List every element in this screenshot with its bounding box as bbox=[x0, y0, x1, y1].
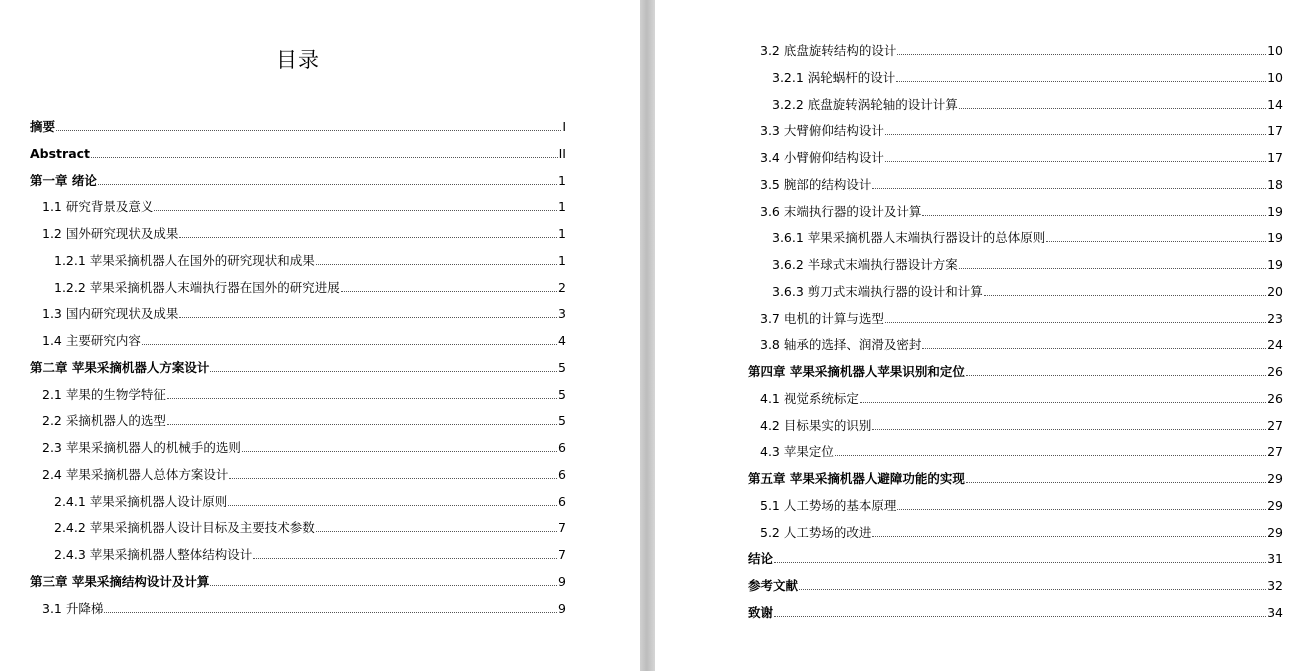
dot-leader bbox=[896, 81, 1266, 82]
toc-entry[interactable] bbox=[760, 41, 1283, 59]
toc-entry-title: 3.2 底盘旋转结构的设计 bbox=[760, 43, 897, 58]
toc-entry-title: 4.2 目标果实的识别 bbox=[760, 417, 872, 433]
dot-leader bbox=[179, 317, 557, 318]
toc-entry-page-number: 3 bbox=[558, 306, 566, 322]
toc-entry-title: 2.4.3 苹果采摘机器人整体结构设计 bbox=[54, 547, 253, 562]
toc-entry-title: 第三章 苹果采摘结构设计及计算 bbox=[30, 573, 210, 589]
toc-entry[interactable] bbox=[772, 228, 1283, 246]
dot-leader bbox=[167, 398, 557, 399]
toc-entry[interactable] bbox=[760, 335, 1283, 353]
toc-entry-page-number: 9 bbox=[558, 600, 566, 616]
toc-entry-title: 1.1 研究背景及意义 bbox=[42, 199, 154, 215]
toc-entry-page-number: 24 bbox=[1267, 337, 1283, 353]
toc-entry[interactable] bbox=[42, 465, 566, 483]
toc-entry-title: 3.2.1 涡轮蜗杆的设计 bbox=[772, 69, 896, 85]
toc-entry-title: 2.1 苹果的生物学特征 bbox=[42, 386, 166, 402]
dot-leader bbox=[179, 237, 557, 238]
toc-entry[interactable] bbox=[54, 251, 566, 269]
toc-entry-title: 3.2.2 底盘旋转涡轮轴的设计计算 bbox=[772, 96, 958, 112]
toc-entry-page-number: 20 bbox=[1267, 283, 1283, 299]
toc-entry-title: 摘要 bbox=[30, 119, 56, 134]
page-gutter bbox=[640, 0, 655, 671]
dot-leader bbox=[872, 429, 1266, 430]
toc-entry[interactable] bbox=[42, 599, 566, 617]
dot-leader bbox=[774, 562, 1266, 563]
toc-entry[interactable] bbox=[760, 121, 1283, 139]
dot-leader bbox=[210, 371, 557, 372]
toc-entry[interactable] bbox=[748, 576, 1283, 594]
toc-entry-page-number: 2 bbox=[558, 279, 566, 295]
dot-leader bbox=[885, 134, 1266, 135]
dot-leader bbox=[872, 188, 1266, 189]
toc-entry[interactable] bbox=[760, 175, 1283, 193]
dot-leader bbox=[341, 291, 557, 292]
dot-leader bbox=[228, 505, 557, 506]
dot-leader bbox=[167, 424, 557, 425]
toc-entry-title: 1.2 国外研究现状及成果 bbox=[42, 226, 179, 241]
toc-entry-page-number: 1 bbox=[558, 226, 566, 241]
toc-entry[interactable] bbox=[30, 144, 566, 162]
toc-entry-title: 3.6 末端执行器的设计及计算 bbox=[760, 203, 922, 219]
dot-leader bbox=[984, 295, 1266, 296]
toc-entry[interactable] bbox=[30, 171, 566, 189]
toc-entry[interactable] bbox=[42, 438, 566, 456]
toc-entry[interactable] bbox=[760, 389, 1283, 407]
toc-entry[interactable] bbox=[760, 523, 1283, 541]
toc-entry-title: 4.3 苹果定位 bbox=[760, 444, 834, 460]
toc-entry-title: 2.4 苹果采摘机器人总体方案设计 bbox=[42, 466, 229, 482]
toc-entry[interactable] bbox=[760, 496, 1283, 514]
dot-leader bbox=[774, 616, 1266, 617]
toc-entry-page-number: 17 bbox=[1267, 123, 1283, 139]
dot-leader bbox=[154, 210, 557, 211]
toc-entry[interactable] bbox=[42, 197, 566, 215]
dot-leader bbox=[98, 184, 557, 185]
toc-entry[interactable] bbox=[760, 309, 1283, 327]
toc-entry[interactable] bbox=[30, 117, 566, 135]
toc-entry-page-number: 19 bbox=[1267, 230, 1283, 246]
toc-entry[interactable] bbox=[42, 385, 566, 403]
toc-entry[interactable] bbox=[42, 411, 566, 429]
toc-entry[interactable] bbox=[748, 362, 1283, 380]
dot-leader bbox=[1046, 241, 1266, 242]
toc-entry-title: 2.3 苹果采摘机器人的机械手的选则 bbox=[42, 440, 241, 455]
toc-entry[interactable] bbox=[54, 518, 566, 536]
toc-entry-page-number: 10 bbox=[1267, 69, 1283, 85]
toc-entry[interactable] bbox=[772, 95, 1283, 113]
toc-entry[interactable] bbox=[42, 224, 566, 242]
toc-entry-title: Abstract bbox=[30, 145, 91, 161]
toc-entry-title: 3.3 大臂俯仰结构设计 bbox=[760, 123, 884, 139]
toc-entry[interactable] bbox=[760, 202, 1283, 220]
dot-leader bbox=[897, 509, 1266, 510]
toc-entry[interactable] bbox=[760, 442, 1283, 460]
toc-entry-title: 2.4.2 苹果采摘机器人设计目标及主要技术参数 bbox=[54, 520, 315, 536]
toc-entry-page-number: 1 bbox=[558, 172, 566, 188]
toc-entry-page-number: 14 bbox=[1267, 96, 1283, 112]
dot-leader bbox=[922, 215, 1266, 216]
toc-entry[interactable] bbox=[760, 148, 1283, 166]
dot-leader bbox=[253, 558, 557, 559]
toc-entry-title: 3.4 小臂俯仰结构设计 bbox=[760, 150, 884, 165]
toc-entry-title: 结论 bbox=[748, 551, 774, 567]
toc-entry-title: 3.8 轴承的选择、润滑及密封 bbox=[760, 337, 922, 353]
dot-leader bbox=[799, 589, 1266, 590]
toc-entry[interactable] bbox=[54, 545, 566, 563]
toc-entry-title: 3.7 电机的计算与选型 bbox=[760, 310, 884, 326]
toc-entry-page-number: 6 bbox=[558, 493, 566, 509]
dot-leader bbox=[959, 108, 1266, 109]
toc-entry-page-number: I bbox=[562, 119, 566, 134]
dot-leader bbox=[885, 322, 1266, 323]
toc-entry[interactable] bbox=[30, 572, 566, 590]
toc-entry-page-number: 26 bbox=[1267, 390, 1283, 406]
toc-entry-title: 第二章 苹果采摘机器人方案设计 bbox=[30, 359, 210, 375]
toc-entry-title: 3.6.2 半球式末端执行器设计方案 bbox=[772, 257, 958, 272]
toc-entry-title: 5.1 人工势场的基本原理 bbox=[760, 497, 897, 513]
toc-entry-page-number: 4 bbox=[558, 333, 566, 348]
toc-entry-title: 1.2.2 苹果采摘机器人末端执行器在国外的研究进展 bbox=[54, 279, 340, 295]
toc-entry[interactable] bbox=[760, 416, 1283, 434]
dot-leader bbox=[922, 348, 1266, 349]
toc-entry-page-number: 27 bbox=[1267, 417, 1283, 433]
dot-leader bbox=[897, 54, 1266, 55]
dot-leader bbox=[229, 478, 557, 479]
toc-entry-page-number: 9 bbox=[558, 573, 566, 589]
toc-entry-title: 3.5 腕部的结构设计 bbox=[760, 176, 872, 192]
toc-entry-page-number: 29 bbox=[1267, 524, 1283, 540]
toc-entry-page-number: 27 bbox=[1267, 444, 1283, 460]
dot-leader bbox=[860, 402, 1266, 403]
toc-entry-page-number: 7 bbox=[558, 520, 566, 536]
dot-leader bbox=[142, 344, 557, 345]
toc-entry-page-number: 26 bbox=[1267, 364, 1283, 379]
toc-entry-title: 5.2 人工势场的改进 bbox=[760, 524, 872, 540]
toc-entry[interactable] bbox=[54, 492, 566, 510]
toc-entry[interactable] bbox=[42, 331, 566, 349]
toc-entry-page-number: 23 bbox=[1267, 310, 1283, 326]
toc-entry[interactable] bbox=[772, 282, 1283, 300]
toc-entry-page-number: 5 bbox=[558, 413, 566, 429]
toc-page-left bbox=[0, 0, 640, 671]
dot-leader bbox=[316, 264, 557, 265]
dot-leader bbox=[885, 161, 1266, 162]
toc-entry-page-number: 29 bbox=[1267, 497, 1283, 513]
toc-entry-page-number: 34 bbox=[1267, 604, 1283, 620]
toc-entry-page-number: 5 bbox=[558, 359, 566, 375]
toc-entry[interactable] bbox=[772, 68, 1283, 86]
toc-title: 目录 bbox=[276, 48, 320, 72]
toc-entry-title: 4.1 视觉系统标定 bbox=[760, 390, 859, 406]
toc-entry-page-number: 6 bbox=[558, 440, 566, 455]
dot-leader bbox=[872, 536, 1266, 537]
toc-entry-page-number: II bbox=[558, 145, 566, 161]
dot-leader bbox=[104, 612, 557, 613]
toc-entry-title: 1.2.1 苹果采摘机器人在国外的研究现状和成果 bbox=[54, 252, 315, 268]
toc-entry-page-number: 1 bbox=[558, 199, 566, 215]
dot-leader bbox=[316, 531, 557, 532]
toc-entry-title: 第五章 苹果采摘机器人避障功能的实现 bbox=[748, 471, 965, 486]
toc-entry-page-number: 7 bbox=[558, 547, 566, 562]
toc-entry-page-number: 5 bbox=[558, 386, 566, 402]
toc-entry-title: 1.4 主要研究内容 bbox=[42, 333, 141, 348]
toc-entry-title: 第一章 绪论 bbox=[30, 172, 97, 188]
toc-entry-page-number: 10 bbox=[1267, 43, 1283, 58]
toc-entry[interactable] bbox=[42, 304, 566, 322]
dot-leader bbox=[242, 451, 557, 452]
toc-entry-page-number: 31 bbox=[1267, 551, 1283, 567]
dot-leader bbox=[959, 268, 1266, 269]
dot-leader bbox=[56, 130, 561, 131]
toc-entry[interactable] bbox=[748, 469, 1283, 487]
toc-entry-title: 2.2 采摘机器人的选型 bbox=[42, 413, 166, 429]
toc-entry-title: 致谢 bbox=[748, 604, 774, 620]
toc-entry-title: 1.3 国内研究现状及成果 bbox=[42, 306, 179, 322]
toc-entry[interactable] bbox=[748, 549, 1283, 567]
toc-entry[interactable] bbox=[772, 255, 1283, 273]
toc-entry-page-number: 6 bbox=[558, 466, 566, 482]
toc-entry-title: 3.6.3 剪刀式末端执行器的设计和计算 bbox=[772, 283, 983, 299]
toc-entry-page-number: 29 bbox=[1267, 471, 1283, 486]
toc-entry-title: 2.4.1 苹果采摘机器人设计原则 bbox=[54, 493, 228, 509]
toc-entry[interactable] bbox=[748, 603, 1283, 621]
dot-leader bbox=[835, 455, 1266, 456]
toc-entry-page-number: 17 bbox=[1267, 150, 1283, 165]
toc-entry[interactable] bbox=[54, 278, 566, 296]
toc-page-right bbox=[655, 0, 1310, 671]
dot-leader bbox=[966, 375, 1266, 376]
toc-entry-page-number: 19 bbox=[1267, 203, 1283, 219]
dot-leader bbox=[210, 585, 557, 586]
toc-entry-title: 3.1 升降梯 bbox=[42, 600, 104, 616]
toc-entry-page-number: 32 bbox=[1267, 578, 1283, 593]
toc-entry-page-number: 19 bbox=[1267, 257, 1283, 272]
dot-leader bbox=[91, 157, 558, 158]
toc-entry-page-number: 18 bbox=[1267, 176, 1283, 192]
toc-entry-title: 3.6.1 苹果采摘机器人末端执行器设计的总体原则 bbox=[772, 230, 1046, 246]
toc-entry-title: 第四章 苹果采摘机器人苹果识别和定位 bbox=[748, 364, 965, 379]
toc-entry[interactable] bbox=[30, 358, 566, 376]
dot-leader bbox=[966, 482, 1266, 483]
toc-entry-title: 参考文献 bbox=[748, 578, 799, 593]
toc-entry-page-number: 1 bbox=[558, 252, 566, 268]
